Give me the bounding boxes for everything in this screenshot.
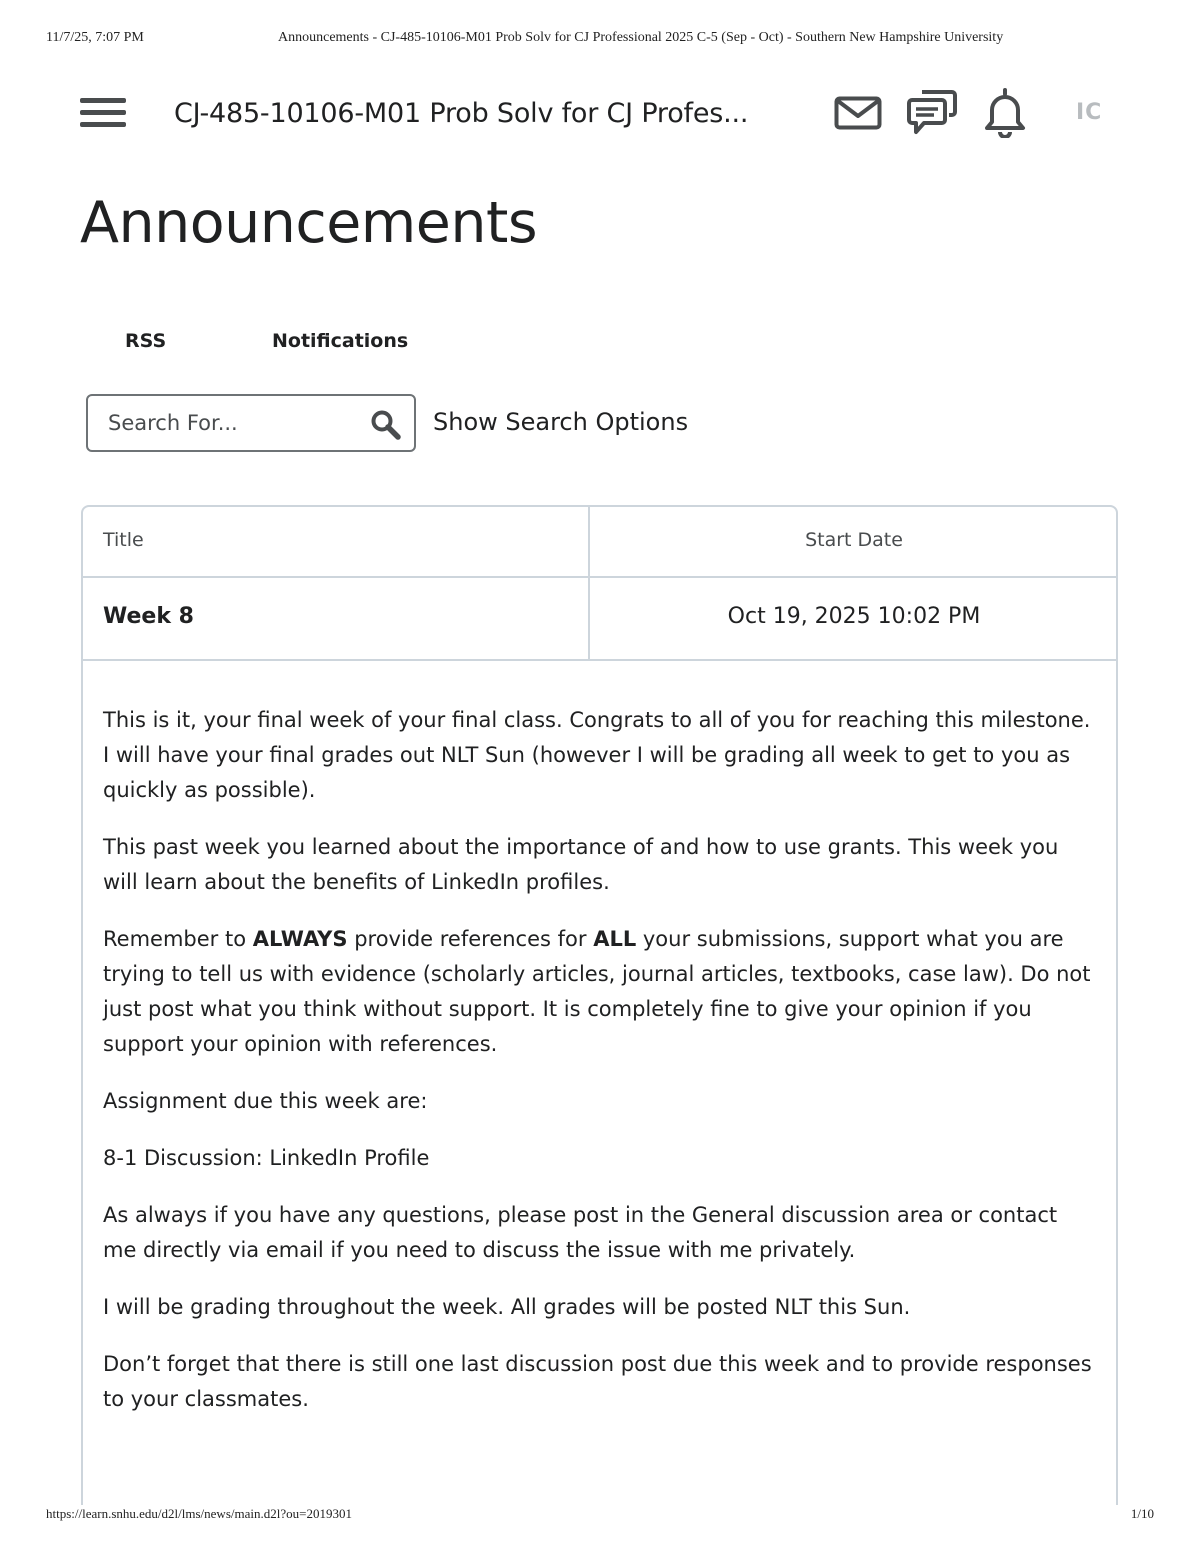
rss-link[interactable]: RSS <box>125 330 167 352</box>
table-header-row <box>83 507 1116 578</box>
announcement-start-date: Oct 19, 2025 10:02 PM <box>727 604 981 629</box>
announcement-paragraph: 8-1 Discussion: LinkedIn Profile <box>103 1146 430 1170</box>
print-datetime: 11/7/25, 7:07 PM <box>46 30 144 45</box>
user-avatar[interactable]: IC <box>1076 100 1103 125</box>
announcements-table <box>81 505 1118 1505</box>
search-box <box>86 394 416 452</box>
announcement-title-link[interactable]: Week 8 <box>103 604 194 629</box>
announcement-paragraph: This past week you learned about the importance of and how to use grants. This week you will learn about the benefits of LinkedIn profiles. <box>103 835 1059 894</box>
print-page-number: 1/10 <box>1130 1506 1154 1521</box>
show-search-options-link[interactable]: Show Search Options <box>433 408 689 436</box>
page-title: Announcements <box>80 190 538 256</box>
column-header-title[interactable]: Title <box>103 529 144 551</box>
announcement-paragraph: Don’t forget that there is still one last discussion post due this week and to provide responses to your classmates. <box>103 1352 1092 1411</box>
announcement-paragraph: This is it, your final week of your final class. Congrats to all of you for reaching this milestone. I will have your final grades out NLT Sun (however I will be grading all week to get to you as quickly as possible). <box>103 708 1091 802</box>
text-run: your submissions, support what you are trying to tell us with evidence (scholarly articles, journal articles, textbooks, case law). Do not just post what you think without support. It is completely fine to give your opinion if you support your opinion with references. <box>103 927 1091 1056</box>
bell-icon[interactable] <box>982 88 1028 138</box>
course-navbar <box>0 84 1200 148</box>
search-icon[interactable] <box>370 409 402 445</box>
announcement-body <box>103 703 1093 1439</box>
announcement-paragraph <box>103 922 1093 1062</box>
mail-icon[interactable] <box>834 96 882 130</box>
bold-text: ALL <box>593 927 637 951</box>
announcement-paragraph: I will be grading throughout the week. All grades will be posted NLT this Sun. <box>103 1295 911 1319</box>
chat-icon[interactable] <box>906 88 958 136</box>
print-header <box>0 30 1200 50</box>
text-run: Remember to <box>103 927 253 951</box>
announcement-paragraph: As always if you have any questions, please post in the General discussion area or contact me directly via email if you need to discuss the issue with me privately. <box>103 1203 1058 1262</box>
print-url: https://learn.snhu.edu/d2l/lms/news/main.d2l?ou=2019301 <box>46 1506 352 1521</box>
bold-text: ALWAYS <box>252 927 348 951</box>
table-row <box>83 578 1116 661</box>
text-run: provide references for <box>347 927 594 951</box>
print-document-title: Announcements - CJ-485-10106-M01 Prob Solv for CJ Professional 2025 C-5 (Sep - Oct) - Southern New Hampshire University <box>278 30 1004 45</box>
print-footer <box>0 1506 1200 1526</box>
column-divider <box>588 507 590 659</box>
course-title[interactable]: CJ-485-10106-M01 Prob Solv for CJ Profes... <box>174 98 749 129</box>
column-header-start-date[interactable]: Start Date <box>805 529 903 551</box>
search-input[interactable] <box>108 408 358 438</box>
notifications-link[interactable]: Notifications <box>272 330 409 352</box>
menu-icon[interactable] <box>80 96 126 130</box>
announcement-paragraph: Assignment due this week are: <box>103 1089 428 1113</box>
